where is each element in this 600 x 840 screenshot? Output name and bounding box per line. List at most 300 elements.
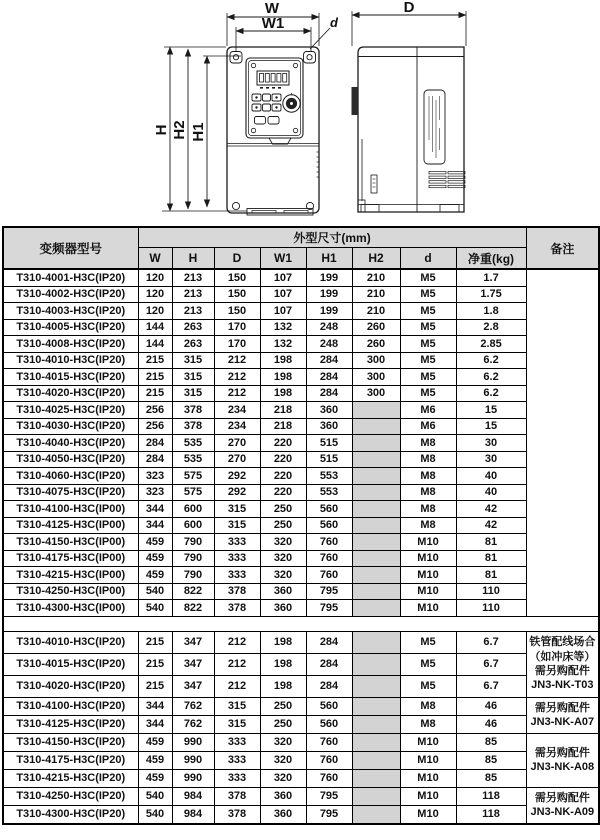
w-cell: 344 [138, 697, 172, 715]
w1-cell: 198 [260, 653, 306, 675]
table-row [3, 567, 599, 584]
header-col-weight: 净重(kg) [456, 248, 526, 270]
table-row [3, 733, 599, 751]
remark-line: 需另购配件 [534, 665, 590, 677]
screw-cell: M5 [400, 286, 456, 303]
weight-cell: 81 [456, 550, 526, 567]
screw-cell: M10 [400, 733, 456, 751]
front-view [162, 13, 330, 215]
model-cell: T310-4215-H3C(IP20) [3, 769, 138, 787]
weight-cell: 85 [456, 733, 526, 751]
d-cell: 333 [214, 751, 260, 769]
h2-cell [352, 402, 400, 419]
mount-hole-top-right [304, 52, 316, 64]
w1-cell: 198 [260, 631, 306, 653]
remark-empty-cell [526, 269, 599, 616]
table-row [3, 402, 599, 419]
w1-cell: 218 [260, 402, 306, 419]
w-cell: 323 [138, 484, 172, 501]
w-cell: 120 [138, 303, 172, 320]
d-cell: 315 [214, 517, 260, 534]
dim-label-h: H [153, 124, 170, 136]
d-cell: 292 [214, 484, 260, 501]
model-cell: T310-4060-H3C(IP20) [3, 468, 138, 485]
model-cell: T310-4300-H3C(IP20) [3, 805, 138, 824]
h-cell: 790 [172, 567, 214, 584]
screw-cell: M10 [400, 550, 456, 567]
h-cell: 213 [172, 269, 214, 286]
h1-cell: 284 [306, 352, 352, 369]
screw-cell: M10 [400, 769, 456, 787]
w1-cell: 198 [260, 675, 306, 697]
h1-cell: 795 [306, 600, 352, 617]
remark-cell [526, 733, 599, 787]
w-cell: 215 [138, 385, 172, 402]
weight-cell: 110 [456, 600, 526, 617]
model-cell: T310-4175-H3C(IP00) [3, 550, 138, 567]
w-cell: 144 [138, 336, 172, 353]
w-cell: 256 [138, 402, 172, 419]
table-row [3, 787, 599, 805]
table-row [3, 418, 599, 435]
h1-cell: 199 [306, 269, 352, 286]
remark-cell [526, 787, 599, 824]
header-col-d: D [214, 248, 260, 270]
d-cell: 150 [214, 269, 260, 286]
w-cell: 540 [138, 583, 172, 600]
w1-cell: 107 [260, 286, 306, 303]
w1-cell: 250 [260, 517, 306, 534]
h-cell: 347 [172, 653, 214, 675]
screw-cell: M5 [400, 653, 456, 675]
w1-cell: 132 [260, 336, 306, 353]
h2-cell: 300 [352, 385, 400, 402]
table-row [3, 435, 599, 452]
mount-hole-bottom-left [232, 202, 239, 209]
h1-cell: 199 [306, 286, 352, 303]
weight-cell: 6.7 [456, 653, 526, 675]
table-row [3, 303, 599, 320]
h2-cell [352, 653, 400, 675]
h2-cell: 210 [352, 286, 400, 303]
w1-cell: 107 [260, 303, 306, 320]
keypad-panel [246, 58, 303, 144]
d-cell: 292 [214, 468, 260, 485]
h2-cell [352, 550, 400, 567]
screw-icon [251, 63, 255, 67]
model-cell: T310-4215-H3C(IP00) [3, 567, 138, 584]
model-cell: T310-4020-H3C(IP20) [3, 385, 138, 402]
h1-cell: 199 [306, 303, 352, 320]
model-cell: T310-4175-H3C(IP20) [3, 751, 138, 769]
table-row [3, 468, 599, 485]
d-cell: 212 [214, 385, 260, 402]
weight-cell: 6.2 [456, 352, 526, 369]
screw-cell: M5 [400, 269, 456, 286]
screw-cell: M8 [400, 435, 456, 452]
h-cell: 822 [172, 600, 214, 617]
table-row [3, 369, 599, 386]
h1-cell: 360 [306, 418, 352, 435]
w-cell: 323 [138, 468, 172, 485]
h1-cell: 760 [306, 534, 352, 551]
leader-line-d [310, 28, 330, 49]
model-cell: T310-4001-H3C(IP20) [3, 269, 138, 286]
w-cell: 215 [138, 352, 172, 369]
weight-cell: 85 [456, 769, 526, 787]
h2-cell [352, 805, 400, 824]
screw-cell: M8 [400, 468, 456, 485]
w1-cell: 218 [260, 418, 306, 435]
weight-cell: 46 [456, 715, 526, 733]
d-cell: 378 [214, 583, 260, 600]
knob-icon [283, 93, 300, 112]
dimensions-table [2, 226, 600, 825]
screw-cell: M5 [400, 303, 456, 320]
h-cell: 984 [172, 805, 214, 824]
screw-cell: M10 [400, 805, 456, 824]
d-cell: 333 [214, 567, 260, 584]
remark-line: JN3-NK-T03 [531, 679, 594, 692]
model-cell: T310-4125-H3C(IP20) [3, 715, 138, 733]
h2-cell [352, 517, 400, 534]
header-col-h1: H1 [306, 248, 352, 270]
h1-cell: 760 [306, 769, 352, 787]
model-cell: T310-4003-H3C(IP20) [3, 303, 138, 320]
drawing-svg [0, 0, 600, 226]
model-cell: T310-4015-H3C(IP20) [3, 653, 138, 675]
h1-cell: 515 [306, 451, 352, 468]
d-cell: 333 [214, 733, 260, 751]
foot-front [361, 205, 379, 213]
table-row [3, 534, 599, 551]
h-cell: 575 [172, 468, 214, 485]
h2-cell [352, 769, 400, 787]
weight-cell: 42 [456, 501, 526, 518]
d-cell: 234 [214, 402, 260, 419]
h-cell: 535 [172, 435, 214, 452]
h2-cell [352, 787, 400, 805]
screw-cell: M8 [400, 451, 456, 468]
model-cell: T310-4150-H3C(IP00) [3, 534, 138, 551]
header-dims-group: 外型尺寸(mm) [138, 227, 526, 248]
table-row [3, 286, 599, 303]
d-cell: 315 [214, 715, 260, 733]
h2-cell [352, 451, 400, 468]
spacer-row [3, 616, 599, 631]
remark-cell [526, 631, 599, 697]
w1-cell: 320 [260, 751, 306, 769]
w1-cell: 320 [260, 769, 306, 787]
screw-cell: M6 [400, 418, 456, 435]
w-cell: 540 [138, 805, 172, 824]
h-cell: 315 [172, 385, 214, 402]
h2-cell [352, 715, 400, 733]
remark-line: 需另购配件 [534, 746, 590, 759]
h1-cell: 360 [306, 402, 352, 419]
d-cell: 378 [214, 600, 260, 617]
weight-cell: 46 [456, 697, 526, 715]
header-col-h2: H2 [352, 248, 400, 270]
w-cell: 459 [138, 550, 172, 567]
weight-cell: 6.7 [456, 631, 526, 653]
w-cell: 215 [138, 369, 172, 386]
h2-cell [352, 697, 400, 715]
w-cell: 215 [138, 675, 172, 697]
terminal-slot [371, 175, 377, 193]
w1-cell: 107 [260, 269, 306, 286]
h2-cell [352, 631, 400, 653]
seven-segment-display [257, 71, 289, 89]
w1-cell: 360 [260, 805, 306, 824]
weight-cell: 40 [456, 468, 526, 485]
table-row [3, 600, 599, 617]
d-cell: 212 [214, 369, 260, 386]
d-cell: 212 [214, 675, 260, 697]
foot-rear [440, 205, 459, 213]
h2-cell [352, 484, 400, 501]
w1-cell: 132 [260, 319, 306, 336]
h-cell: 990 [172, 733, 214, 751]
dim-label-h1: H1 [190, 122, 207, 142]
remark-line: JN3-NK-A09 [530, 806, 595, 818]
w-cell: 120 [138, 269, 172, 286]
w1-cell: 250 [260, 715, 306, 733]
weight-cell: 40 [456, 484, 526, 501]
model-cell: T310-4015-H3C(IP20) [3, 369, 138, 386]
d-cell: 170 [214, 319, 260, 336]
d-cell: 234 [214, 418, 260, 435]
table-row [3, 550, 599, 567]
table-row [3, 385, 599, 402]
h1-cell: 795 [306, 787, 352, 805]
vent-slots [429, 172, 465, 188]
header-model: 变频器型号 [3, 227, 138, 269]
h-cell: 315 [172, 369, 214, 386]
screw-cell: M8 [400, 517, 456, 534]
screw-cell: M5 [400, 631, 456, 653]
d-cell: 333 [214, 550, 260, 567]
h1-cell: 760 [306, 751, 352, 769]
model-cell: T310-4020-H3C(IP20) [3, 675, 138, 697]
model-cell: T310-4100-H3C(IP00) [3, 501, 138, 518]
screw-cell: M5 [400, 369, 456, 386]
weight-cell: 6.2 [456, 385, 526, 402]
h-cell: 575 [172, 484, 214, 501]
dim-label-w1: W1 [261, 15, 285, 32]
nameplate-label [424, 90, 445, 164]
screw-cell: M6 [400, 402, 456, 419]
weight-cell: 1.7 [456, 269, 526, 286]
w1-cell: 198 [260, 369, 306, 386]
d-cell: 212 [214, 653, 260, 675]
weight-cell: 2.85 [456, 336, 526, 353]
h-cell: 378 [172, 402, 214, 419]
w1-cell: 320 [260, 550, 306, 567]
table-row [3, 583, 599, 600]
table-row [3, 751, 599, 769]
header-col-w1: W1 [260, 248, 306, 270]
table-row [3, 805, 599, 824]
h1-cell: 560 [306, 501, 352, 518]
bracket-foot [358, 200, 365, 212]
table-row [3, 352, 599, 369]
screw-cell: M8 [400, 484, 456, 501]
w-cell: 459 [138, 769, 172, 787]
weight-cell: 1.8 [456, 303, 526, 320]
h2-cell [352, 675, 400, 697]
h1-cell: 795 [306, 583, 352, 600]
keypad-buttons [252, 94, 281, 124]
model-cell: T310-4150-H3C(IP20) [3, 733, 138, 751]
screw-cell: M5 [400, 675, 456, 697]
screw-icon [251, 128, 255, 132]
w1-cell: 250 [260, 697, 306, 715]
dim-label-w: W [264, 0, 280, 17]
screw-cell: M8 [400, 715, 456, 733]
d-cell: 270 [214, 451, 260, 468]
weight-cell: 6.7 [456, 675, 526, 697]
model-cell: T310-4125-H3C(IP00) [3, 517, 138, 534]
h2-cell: 210 [352, 269, 400, 286]
weight-cell: 110 [456, 583, 526, 600]
h-cell: 990 [172, 751, 214, 769]
header-remark: 备注 [526, 227, 599, 269]
screw-cell: M10 [400, 567, 456, 584]
h2-cell [352, 567, 400, 584]
w1-cell: 220 [260, 451, 306, 468]
table-row [3, 715, 599, 733]
w-cell: 215 [138, 631, 172, 653]
h-cell: 263 [172, 319, 214, 336]
screw-icon [293, 63, 297, 67]
w1-cell: 320 [260, 534, 306, 551]
weight-cell: 30 [456, 435, 526, 452]
table-row [3, 319, 599, 336]
inverter-front-body [227, 47, 319, 213]
keypad-side-bump [352, 87, 359, 115]
w1-cell: 320 [260, 733, 306, 751]
d-cell: 333 [214, 534, 260, 551]
h2-cell [352, 751, 400, 769]
h2-cell: 210 [352, 303, 400, 320]
h1-cell: 248 [306, 319, 352, 336]
table-row [3, 769, 599, 787]
d-cell: 150 [214, 303, 260, 320]
w-cell: 459 [138, 567, 172, 584]
table-row [3, 697, 599, 715]
h1-cell: 284 [306, 675, 352, 697]
h-cell: 990 [172, 769, 214, 787]
w-cell: 120 [138, 286, 172, 303]
model-cell: T310-4250-H3C(IP20) [3, 787, 138, 805]
h-cell: 378 [172, 418, 214, 435]
h1-cell: 760 [306, 733, 352, 751]
w-cell: 215 [138, 653, 172, 675]
w-cell: 284 [138, 451, 172, 468]
w1-cell: 198 [260, 385, 306, 402]
dim-label-h2: H2 [171, 120, 188, 140]
screw-cell: M5 [400, 336, 456, 353]
weight-cell: 81 [456, 534, 526, 551]
model-cell: T310-4010-H3C(IP20) [3, 631, 138, 653]
h1-cell: 515 [306, 435, 352, 452]
screw-cell: M8 [400, 501, 456, 518]
d-cell: 315 [214, 501, 260, 518]
table-row [3, 653, 599, 675]
h1-cell: 284 [306, 631, 352, 653]
screw-cell: M8 [400, 697, 456, 715]
side-view [352, 11, 467, 212]
h-cell: 347 [172, 675, 214, 697]
w-cell: 256 [138, 418, 172, 435]
w1-cell: 360 [260, 787, 306, 805]
dim-label-d: d [330, 15, 338, 30]
h2-cell [352, 435, 400, 452]
h-cell: 822 [172, 583, 214, 600]
d-cell: 378 [214, 805, 260, 824]
h1-cell: 284 [306, 385, 352, 402]
remark-line: （如冲床等） [529, 650, 596, 663]
remark-line: 铁管配线场合 [529, 636, 596, 649]
h-cell: 790 [172, 534, 214, 551]
d-cell: 170 [214, 336, 260, 353]
remark-line: JN3-NK-A08 [530, 761, 595, 773]
h-cell: 213 [172, 286, 214, 303]
model-cell: T310-4100-H3C(IP20) [3, 697, 138, 715]
d-cell: 270 [214, 435, 260, 452]
table-row [3, 269, 599, 286]
h2-cell [352, 583, 400, 600]
weight-cell: 30 [456, 451, 526, 468]
screw-cell: M10 [400, 751, 456, 769]
w-cell: 144 [138, 319, 172, 336]
table-row [3, 501, 599, 518]
weight-cell: 42 [456, 517, 526, 534]
table-row [3, 484, 599, 501]
w1-cell: 250 [260, 501, 306, 518]
table-row [3, 336, 599, 353]
h1-cell: 284 [306, 369, 352, 386]
screw-cell: M10 [400, 583, 456, 600]
h-cell: 347 [172, 631, 214, 653]
h1-cell: 560 [306, 517, 352, 534]
h2-cell: 300 [352, 369, 400, 386]
h2-cell [352, 418, 400, 435]
w1-cell: 220 [260, 435, 306, 452]
screw-cell: M5 [400, 352, 456, 369]
h2-cell [352, 501, 400, 518]
h2-cell [352, 733, 400, 751]
h-cell: 762 [172, 697, 214, 715]
header-col-h: H [172, 248, 214, 270]
h-cell: 263 [172, 336, 214, 353]
model-cell: T310-4300-H3C(IP00) [3, 600, 138, 617]
w-cell: 284 [138, 435, 172, 452]
weight-cell: 6.2 [456, 369, 526, 386]
screw-cell: M10 [400, 534, 456, 551]
remark-line: 需另购配件 [534, 701, 590, 714]
screw-cell: M10 [400, 600, 456, 617]
model-cell: T310-4025-H3C(IP20) [3, 402, 138, 419]
weight-cell: 81 [456, 567, 526, 584]
weight-cell: 85 [456, 751, 526, 769]
d-cell: 333 [214, 769, 260, 787]
screw-cell: M5 [400, 319, 456, 336]
w-cell: 344 [138, 501, 172, 518]
dim-label-depth: D [403, 0, 415, 16]
h-cell: 315 [172, 352, 214, 369]
